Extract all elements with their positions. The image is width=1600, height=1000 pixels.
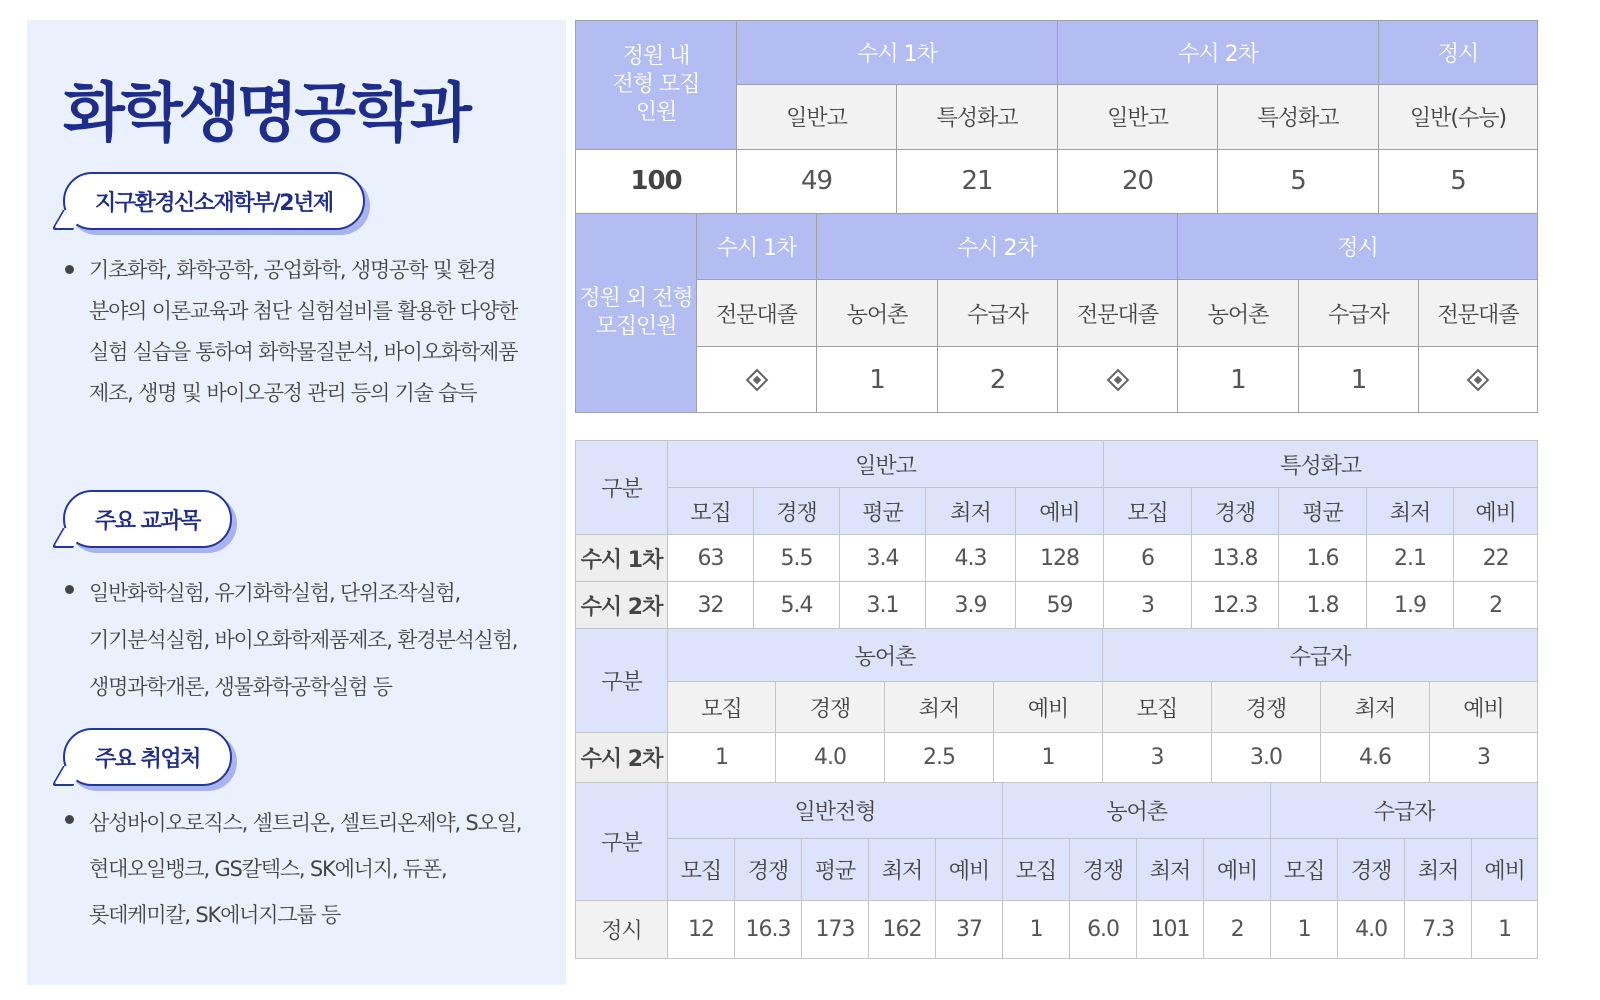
stats-group: 수급자 [1271,783,1538,839]
section-label-employers: 주요 취업처 [63,728,232,786]
cell: 2 [1454,582,1538,629]
cell: 12.3 [1192,582,1279,629]
stats-col: 모집 [668,839,735,901]
cell: 2.5 [885,733,994,783]
quota-out-sub: 전문대졸 [1419,280,1538,347]
quota-out-value: 1 [1178,347,1299,413]
stats-table-rural-welfare [575,628,1538,783]
cell: 22 [1454,535,1538,582]
quota-out-value [1058,347,1178,413]
table-row [576,535,1538,582]
quota-in-value: 5 [1379,149,1538,213]
stats-col: 평균 [840,488,926,535]
cell: 5.4 [754,582,840,629]
stats-group: 일반고 [668,441,1104,488]
stats-col: 경쟁 [776,682,885,733]
stats-col: 예비 [1472,839,1538,901]
stats-col: 경쟁 [735,839,802,901]
quota-out-sub: 전문대졸 [1058,280,1178,347]
stats-col: 모집 [1003,839,1070,901]
cell: 4.0 [1338,901,1405,959]
cell: 3.9 [926,582,1016,629]
quota-in-sub: 특성화고 [1218,85,1379,149]
stats-col: 최저 [1367,488,1454,535]
quota-out-sub: 농어촌 [1178,280,1299,347]
diamond-icon [745,368,768,391]
quota-out-sub: 수급자 [1299,280,1419,347]
stats-col: 경쟁 [1212,682,1321,733]
cell: 59 [1016,582,1104,629]
stats-col: 경쟁 [1070,839,1137,901]
cell: 3.4 [840,535,926,582]
stats-group: 농어촌 [1003,783,1271,839]
stats-col: 평균 [802,839,869,901]
quota-out-label: 정원 외 전형 모집인원 [576,214,697,413]
stats-group: 일반전형 [668,783,1003,839]
section-label-courses: 주요 교과목 [63,490,232,548]
quota-in-sub: 특성화고 [897,85,1058,149]
quota-out-value [1419,347,1538,413]
cell: 12 [668,901,735,959]
quota-in-group: 수시 2차 [1058,21,1379,85]
section-text-employers: 삼성바이오로직스, 셀트리온, 셀트리온제약, S오일, 현대오일뱅크, GS칼텍스, SK에너지, 듀폰, 롯데케미칼, SK에너지그룹 등 [89,800,529,938]
diamond-icon [1106,368,1129,391]
stats-col: 예비 [1430,682,1538,733]
stats-group: 농어촌 [668,629,1103,682]
stats-col: 경쟁 [1192,488,1279,535]
cell: 3 [1103,733,1212,783]
stats-col: 모집 [668,488,754,535]
quota-in-label: 정원 내 전형 모집인원 [576,21,737,150]
row-label: 수시 2차 [576,733,668,783]
cell: 3 [1430,733,1538,783]
cell: 6 [1104,535,1192,582]
quota-out-sub: 농어촌 [817,280,938,347]
cell: 37 [936,901,1003,959]
stats-col: 예비 [1454,488,1538,535]
cell: 3.0 [1212,733,1321,783]
cell: 1 [994,733,1103,783]
cell: 173 [802,901,869,959]
cell: 4.3 [926,535,1016,582]
stats-col: 모집 [668,682,776,733]
quota-out-group: 수시 1차 [697,214,817,280]
cell: 3.1 [840,582,926,629]
cell: 162 [869,901,936,959]
cell: 32 [668,582,754,629]
department-title: 화학생명공학과 [63,77,468,151]
diamond-icon [1467,368,1490,391]
cell: 1.9 [1367,582,1454,629]
cell: 2 [1204,901,1271,959]
cell: 2.1 [1367,535,1454,582]
stats-rowhead: 구분 [576,783,668,901]
cell: 4.0 [776,733,885,783]
quota-in-table [575,20,1538,214]
stats-col: 경쟁 [754,488,840,535]
cell: 1 [1271,901,1338,959]
quota-out-value [697,347,817,413]
cell: 5.5 [754,535,840,582]
quota-out-group: 정시 [1178,214,1538,280]
quota-out-value: 2 [938,347,1058,413]
stats-col: 최저 [1321,682,1430,733]
cell: 7.3 [1405,901,1472,959]
row-label: 정시 [576,901,668,959]
section-text-division: 기초화학, 화학공학, 공업화학, 생명공학 및 환경 분야의 이론교육과 첨단 실험설비를 활용한 다양한 실험 실습을 통하여 화학물질분석, 바이오화학제품 제조, 생명 및 바이오공정 관리 등의 기술 습득 [89,250,529,414]
quota-in-sub: 일반(수능) [1379,85,1538,149]
cell: 101 [1137,901,1204,959]
stats-group: 특성화고 [1104,441,1538,488]
cell: 1 [1003,901,1070,959]
quota-in-group: 수시 1차 [737,21,1058,85]
quota-out-value: 1 [1299,347,1419,413]
cell: 13.8 [1192,535,1279,582]
stats-col: 모집 [1103,682,1212,733]
stats-col: 최저 [1137,839,1204,901]
cell: 3 [1104,582,1192,629]
quota-in-value: 20 [1058,149,1218,213]
stats-col: 예비 [1016,488,1104,535]
section-text-courses: 일반화학실험, 유기화학실험, 단위조작실험, 기기분석실험, 바이오화학제품제조, 환경분석실험, 생명과학개론, 생물화학공학실험 등 [89,570,529,711]
stats-col: 평균 [1279,488,1367,535]
table-row [576,901,1538,959]
stats-group: 수급자 [1103,629,1538,682]
cell: 6.0 [1070,901,1137,959]
quota-in-value: 21 [897,149,1058,213]
quota-out-value: 1 [817,347,938,413]
cell: 128 [1016,535,1104,582]
quota-in-value: 5 [1218,149,1379,213]
stats-col: 최저 [869,839,936,901]
stats-col: 최저 [1405,839,1472,901]
stats-col: 예비 [1204,839,1271,901]
section-label-division: 지구환경신소재학부/2년제 [63,172,365,230]
table-row [576,733,1538,783]
stats-col: 예비 [936,839,1003,901]
cell: 1 [1472,901,1538,959]
stats-col: 모집 [1104,488,1192,535]
quota-out-sub: 수급자 [938,280,1058,347]
quota-in-sub: 일반고 [737,85,897,149]
stats-rowhead: 구분 [576,629,668,733]
stats-rowhead: 구분 [576,441,668,535]
quota-in-sub: 일반고 [1058,85,1218,149]
cell: 16.3 [735,901,802,959]
stats-col: 최저 [926,488,1016,535]
stats-col: 예비 [994,682,1103,733]
stats-col: 최저 [885,682,994,733]
cell: 1.8 [1279,582,1367,629]
cell: 63 [668,535,754,582]
cell: 1.6 [1279,535,1367,582]
table-row [576,582,1538,629]
row-label: 수시 1차 [576,535,668,582]
row-label: 수시 2차 [576,582,668,629]
quota-in-total: 100 [576,149,737,213]
quota-out-table [575,213,1538,413]
quota-out-sub: 전문대졸 [697,280,817,347]
stats-table-regular-admission [575,782,1538,959]
department-info-panel [27,20,566,985]
cell: 4.6 [1321,733,1430,783]
quota-in-value: 49 [737,149,897,213]
stats-col: 모집 [1271,839,1338,901]
stats-col: 경쟁 [1338,839,1405,901]
cell: 1 [668,733,776,783]
stats-table-regular [575,440,1538,629]
quota-out-group: 수시 2차 [817,214,1178,280]
quota-in-group: 정시 [1379,21,1538,85]
